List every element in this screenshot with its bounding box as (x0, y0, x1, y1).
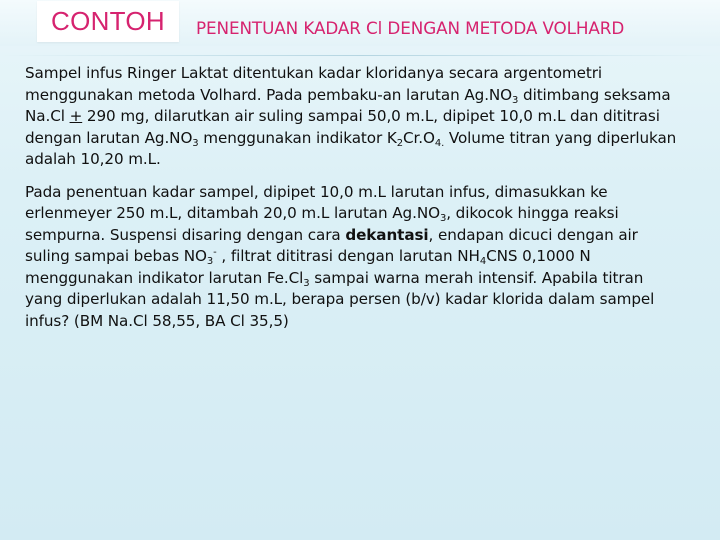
p2-line-2: erlenmeyer 250 m.L, ditambah 20,0 m.L larutan $Ag.NO_3$, dikocok hingga reaksi (25, 204, 619, 224)
p2-line-7: infus? (BM Na.Cl 58,55, BA Cl 35,5) (25, 311, 289, 330)
header-divider (0, 55, 720, 56)
emphasis-dekantasi: dekantasi (345, 225, 429, 244)
p2-line-6: yang diperlukan adalah 11,50 m.L, berapa persen (b/v) kadar klorida dalam sampel (25, 290, 655, 308)
p1-line-1: Sampel infus Ringer Laktat ditentukan kadar kloridanya secara argentometri (25, 64, 602, 82)
plus-minus-sign: + (69, 107, 83, 125)
example-tag-box (37, 1, 179, 42)
paragraph-2 (25, 182, 710, 333)
p1-line-4: dengan larutan $Ag.NO_3$ menggunakan indikator $K_2Cr.O_{4.}$ Volume titran yang diperlukan (25, 128, 677, 149)
p1-line-5: adalah 10,20 m.L. (25, 150, 161, 168)
slide-title: PENENTUAN KADAR Cl DENGAN METODA VOLHARD (196, 18, 625, 38)
slide-content (25, 63, 710, 343)
p2-line-1: Pada penentuan kadar sampel, dipipet 10,0 m.L larutan infus, dimasukkan ke (25, 182, 608, 201)
p2-line-5: menggunakan indikator larutan $Fe.Cl_3$ sampai warna merah intensif. Apabila titran (25, 268, 644, 289)
p2-line-4: suling sampai bebas $NO_3^-$ , filtrat dititrasi dengan larutan $NH_4CNS$ 0,1000 N (25, 247, 591, 267)
p1-line-3: Na.Cl + 290 mg, dilarutkan air suling sampai 50,0 m.L, dipipet 10,0 m.L dan dititrasi (25, 107, 660, 125)
p1-line-2: menggunakan metoda Volhard. Pada pembaku-an larutan $Ag.NO_3$ ditimbang seksama (25, 85, 671, 106)
example-tag: CONTOH (51, 6, 165, 36)
paragraph-1 (25, 63, 710, 171)
p2-line-3: sempurna. Suspensi disaring dengan cara dekantasi, endapan dicuci dengan air (25, 225, 638, 244)
